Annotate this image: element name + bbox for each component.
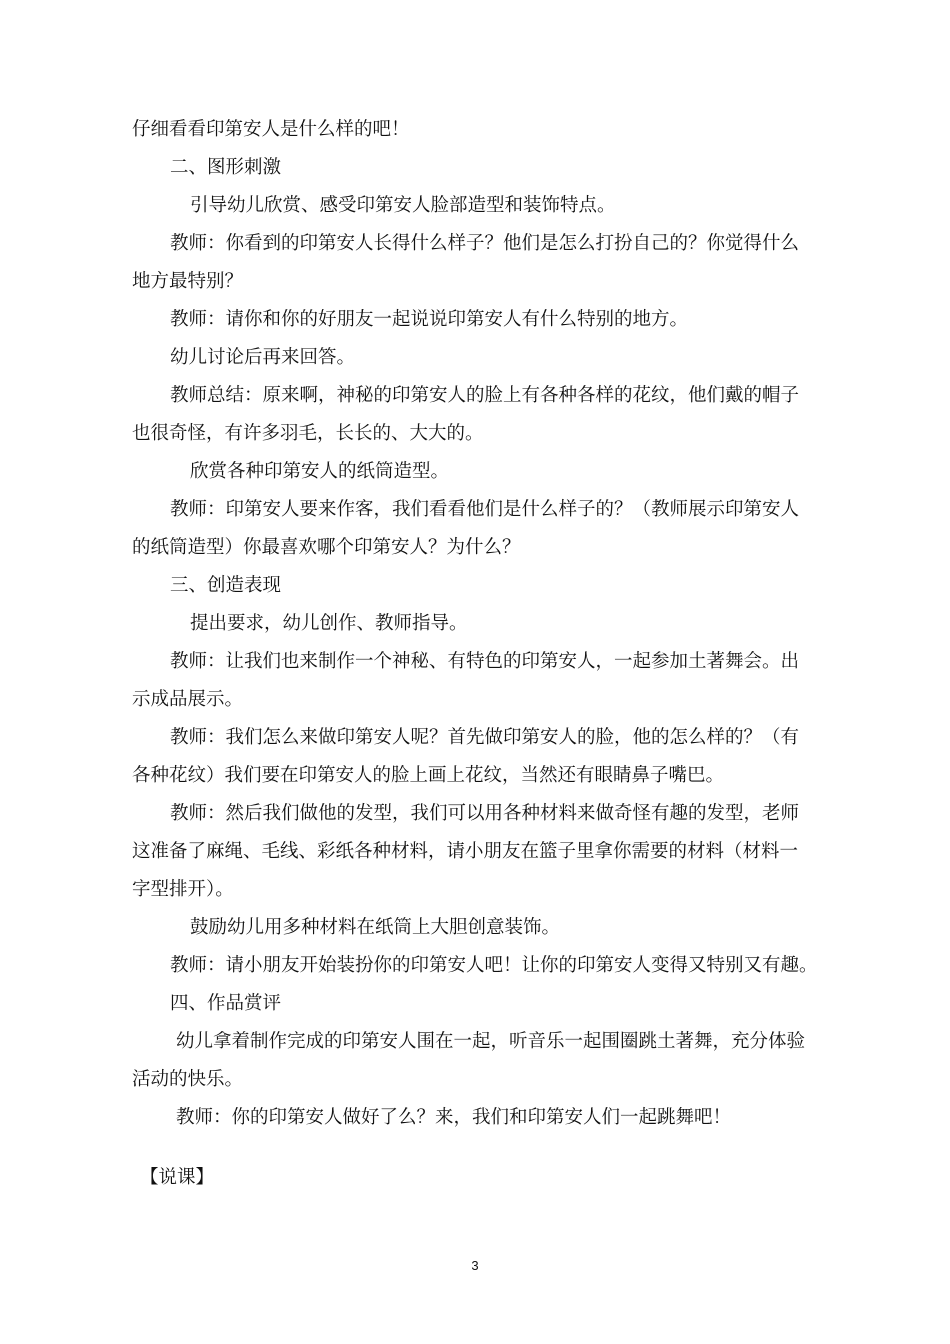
text-line: 这准备了麻绳、毛线、彩纸各种材料，请小朋友在篮子里拿你需要的材料（材料一 — [132, 841, 799, 862]
section-heading: 四、作品赏评 — [170, 993, 282, 1014]
text-line: 欣赏各种印第安人的纸筒造型。 — [190, 461, 450, 482]
text-line: 活动的快乐。 — [132, 1069, 244, 1090]
text-line: 提出要求，幼儿创作、教师指导。 — [190, 613, 468, 634]
page-number: 3 — [471, 1258, 479, 1273]
text-line: 仔细看看印第安人是什么样的吧！ — [132, 119, 410, 140]
text-line: 教师：请你和你的好朋友一起说说印第安人有什么特别的地方。 — [170, 309, 689, 330]
text-line: 幼儿讨论后再来回答。 — [170, 347, 356, 368]
text-line: 引导幼儿欣赏、感受印第安人脸部造型和装饰特点。 — [190, 195, 616, 216]
text-line: 教师总结：原来啊，神秘的印第安人的脸上有各种各样的花纹，他们戴的帽子 — [170, 385, 800, 406]
text-line: 各种花纹）我们要在印第安人的脸上画上花纹，当然还有眼睛鼻子嘴巴。 — [132, 765, 725, 786]
text-line: 教师：我们怎么来做印第安人呢？首先做印第安人的脸，他的怎么样的？（有 — [170, 727, 800, 748]
text-line: 教师：请小朋友开始装扮你的印第安人吧！让你的印第安人变得又特别又有趣。 — [170, 955, 818, 976]
section-heading: 二、图形刺激 — [170, 157, 282, 178]
text-line: 地方最特别？ — [132, 271, 244, 292]
text-line: 教师：印第安人要来作客，我们看看他们是什么样子的？（教师展示印第安人 — [170, 499, 800, 520]
text-line: 教师：你看到的印第安人长得什么样子？他们是怎么打扮自己的？你觉得什么 — [170, 233, 800, 254]
text-line: 教师：你的印第安人做好了么？来，我们和印第安人们一起跳舞吧！ — [176, 1107, 732, 1128]
text-line: 也很奇怪，有许多羽毛，长长的、大大的。 — [132, 423, 484, 444]
text-line: 幼儿拿着制作完成的印第安人围在一起，听音乐一起围圈跳土著舞，充分体验 — [176, 1031, 806, 1052]
text-line: 的纸筒造型）你最喜欢哪个印第安人？为什么？ — [132, 537, 521, 558]
section-label: 【说课】 — [140, 1167, 215, 1188]
text-line: 鼓励幼儿用多种材料在纸筒上大胆创意装饰。 — [190, 917, 561, 938]
text-line: 示成品展示。 — [132, 689, 244, 710]
section-heading: 三、创造表现 — [170, 575, 282, 596]
text-line: 字型排开）。 — [132, 879, 234, 900]
text-line: 教师：然后我们做他的发型，我们可以用各种材料来做奇怪有趣的发型，老师 — [170, 803, 800, 824]
text-line: 教师：让我们也来制作一个神秘、有特色的印第安人，一起参加土著舞会。出 — [170, 651, 800, 672]
